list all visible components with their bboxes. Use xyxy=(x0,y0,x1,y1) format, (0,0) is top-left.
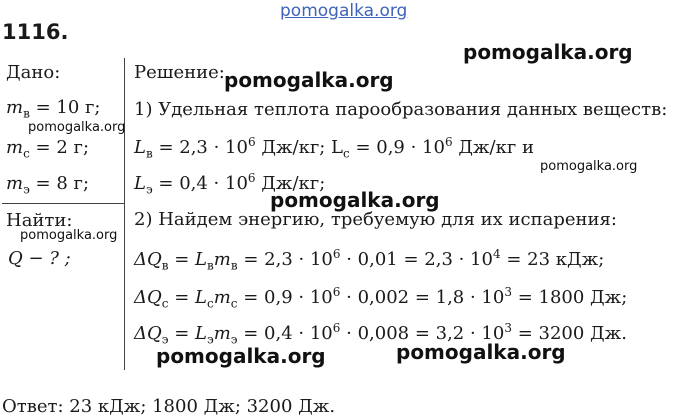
answer-line: Ответ: 23 кДж; 1800 Дж; 3200 Дж. xyxy=(2,396,336,417)
solution-step2: 2) Найдем энергию, требуемую для их испарения: xyxy=(134,209,617,230)
heat-values-line1: $L_в = 2,3 \cdot 10^6$ Дж/кг; $L_с = 0,9 \cdot 10^6$ Дж/кг и xyxy=(134,135,534,161)
divider-vertical xyxy=(124,58,125,370)
watermark-top: pomogalka.org xyxy=(280,1,408,21)
watermark: pomogalka.org xyxy=(540,159,638,174)
watermark: pomogalka.org xyxy=(156,344,326,368)
heat-values-line2: $L_э = 0,4 \cdot 10^6$ Дж/кг; xyxy=(134,171,326,197)
solution-heading: Решение: xyxy=(134,62,225,83)
equation-water: $\Delta Q_в = L_вm_в = 2,3 \cdot 10^6 \cdot 0,01 = 2,3 \cdot 10^4 = 23$ кДж; xyxy=(134,247,605,273)
equation-ether: $\Delta Q_э = L_эm_э = 0,4 \cdot 10^6 \cdot 0,008 = 3,2 \cdot 10^3 = 3200$ Дж. xyxy=(134,321,627,347)
watermark: pomogalka.org xyxy=(270,188,440,212)
given-mass-alcohol: $m_с = 2$ г; xyxy=(6,137,90,161)
given-mass-ether: $m_э = 8$ г; xyxy=(6,173,90,197)
divider-horizontal xyxy=(2,203,124,204)
given-mass-water: $m_в = 10$ г; xyxy=(6,97,101,121)
given-heading: Дано: xyxy=(6,62,61,83)
watermark: pomogalka.org xyxy=(463,40,633,64)
watermark: pomogalka.org xyxy=(224,68,394,92)
find-heading: Найти: xyxy=(6,210,73,231)
watermark: pomogalka.org xyxy=(28,120,126,135)
find-line: Q − ? ; xyxy=(8,248,71,269)
solution-step1: 1) Удельная теплота парообразования данных веществ: xyxy=(134,99,668,120)
equation-alcohol: $\Delta Q_с = L_сm_с = 0,9 \cdot 10^6 \cdot 0,002 = 1,8 \cdot 10^3 = 1800$ Дж; xyxy=(134,285,628,311)
watermark: pomogalka.org xyxy=(20,228,118,243)
watermark: pomogalka.org xyxy=(396,340,566,364)
problem-number: 1116. xyxy=(2,20,69,44)
